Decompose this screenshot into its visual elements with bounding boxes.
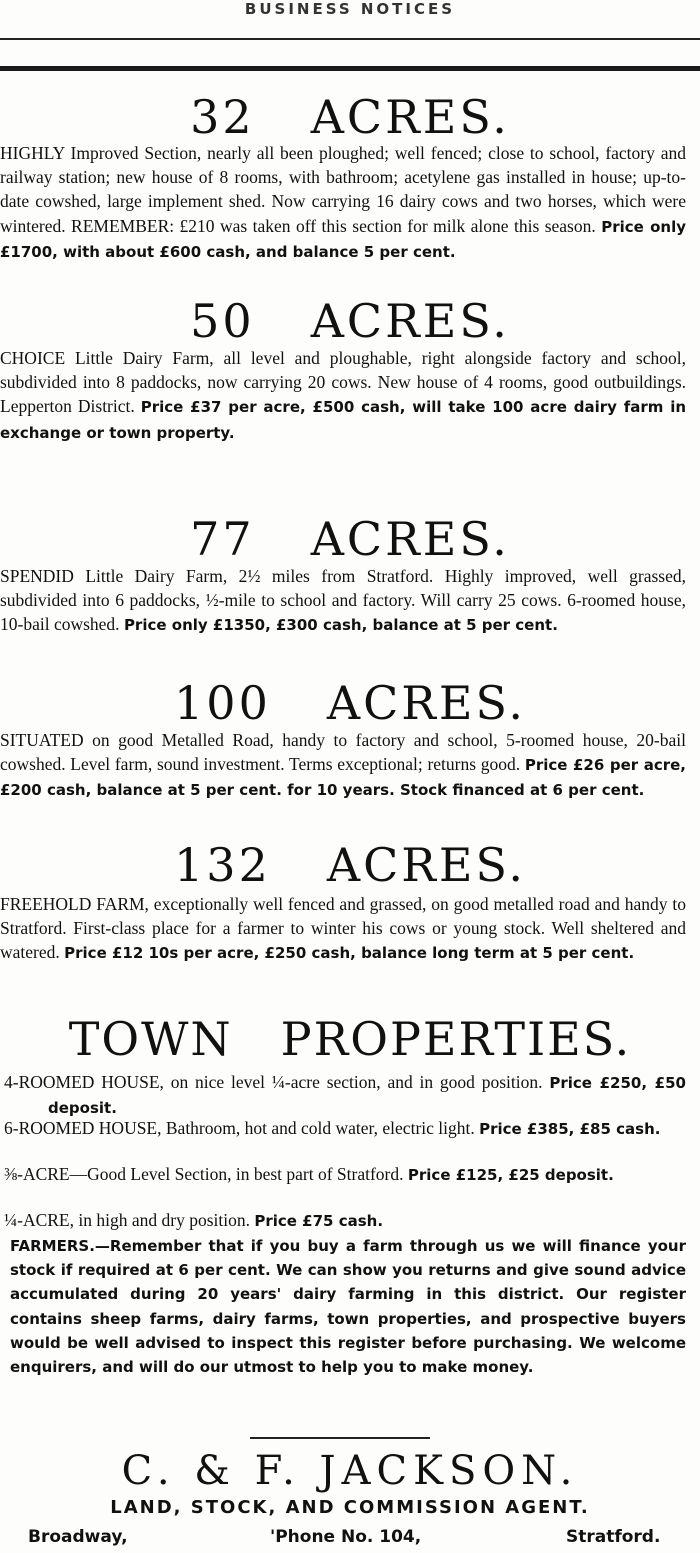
listing-title (0, 294, 700, 348)
town-item-text: 4-ROOMED HOUSE, on nice level ¼-acre section, and in good position. (4, 1072, 543, 1092)
listing-price: Price only £1700, with about £600 cash, and balance 5 per cent. (0, 217, 686, 261)
listing-body: FREEHOLD FARM, exceptionally well fenced and grassed, on good metalled road and handy to Stratford. First-class place for a farmer to winter his cows or young stock. Well sheltered and watered. (0, 894, 686, 963)
town-item-text: 6-ROOMED HOUSE, Bathroom, hot and cold water, electric light. (4, 1118, 475, 1138)
town-item-price: Price £385, £85 cash. (479, 1120, 661, 1138)
town-item (0, 1116, 686, 1141)
section-header: BUSINESS NOTICES (244, 0, 456, 18)
listing-price: Price £12 10s per acre, £250 cash, balance long term at 5 per cent. (64, 944, 635, 963)
acre-count: 77 (190, 512, 255, 566)
acre-word: ACRES. (310, 90, 510, 144)
listing-title (0, 676, 700, 730)
town-item-text: ¼-ACRE, in high and dry position. (4, 1210, 250, 1230)
listing-price: Price £26 per acre, £200 cash, balance at 5 per cent. for 10 years. Stock financed at 6 per cent. (0, 756, 686, 800)
listing-description (0, 346, 686, 445)
listing-description (0, 141, 686, 264)
listing-description (0, 564, 686, 638)
listing-title (0, 512, 700, 566)
acre-word: ACRES. (326, 676, 526, 730)
acre-word: ACRES. (310, 512, 510, 566)
listing-body: CHOICE Little Dairy Farm, all level and ploughable, right alongside factory and school, subdivided into 8 paddocks, now carrying 20 cows. New house of 4 rooms, good outbuildings. Lepperton District. (0, 348, 686, 417)
town-item-price: Price £250, £50 deposit. (48, 1074, 686, 1118)
acre-word: ACRES. (326, 838, 526, 892)
town-item-text: ⅜-ACRE—Good Level Section, in best part of Stratford. (4, 1164, 404, 1184)
listing-body: SPENDID Little Dairy Farm, 2½ miles from Stratford. Highly improved, well grassed, subdivided into 6 paddocks, ½-mile to school and factory. Will carry 25 cows. 6-roomed house, 10-bail cowshed. (0, 566, 686, 635)
acre-count: 50 (190, 294, 255, 348)
listing-description (0, 728, 686, 803)
listing-price: Price £37 per acre, £500 cash, will take 100 acre dairy farm in exchange or town property. (0, 398, 687, 442)
listing-body: HIGHLY Improved Section, nearly all been ploughed; well fenced; close to school, factory and railway station; new house of 8 rooms, with bathroom; acetylene gas installed in house; up-to-date cowshed, large implement shed. Now carrying 16 dairy cows and two horses, which were wintered. REMEMBER: £210 was taken off this section for milk alone this season. (0, 143, 686, 236)
listing-price: Price only £1350, £300 cash, balance at 5 per cent. (123, 616, 558, 635)
acre-count: 100 (174, 676, 271, 730)
footer-address: Broadway, (28, 1527, 128, 1547)
listing-description (0, 892, 686, 966)
firm-subtitle: LAND, STOCK, AND COMMISSION AGENT. (110, 1497, 590, 1518)
town-word: TOWN (68, 1012, 233, 1066)
town-item-price: Price £125, £25 deposit. (407, 1166, 614, 1184)
town-item (0, 1208, 686, 1233)
footer-phone: 'Phone No. 104, (270, 1527, 422, 1547)
acre-word: ACRES. (310, 294, 510, 348)
acre-count: 132 (174, 838, 271, 892)
listing-title (0, 838, 700, 892)
footer-town: Stratford. (566, 1527, 661, 1547)
town-item (0, 1162, 686, 1187)
footer-divider (250, 1437, 430, 1439)
top-rule (0, 38, 700, 40)
acre-count: 32 (190, 90, 255, 144)
town-item-price: Price £75 cash. (254, 1212, 384, 1230)
town-properties-title (0, 1012, 700, 1066)
listing-body: SITUATED on good Metalled Road, handy to factory and school, 5-roomed house, 20-bail cowshed. Level farm, sound investment. Terms exceptional; returns good. (0, 730, 686, 775)
listing-title (0, 90, 700, 144)
properties-word: PROPERTIES. (280, 1012, 632, 1066)
heavy-rule (0, 66, 700, 71)
firm-name: C. & F. JACKSON. (121, 1448, 579, 1494)
town-item (0, 1070, 686, 1120)
farmers-notice: FARMERS.—Remember that if you buy a farm through us we will finance your stock if required at 6 per cent. We can show you returns and give sound advice accumulated during 20 years' dairy farming in this district. Our register contains sheep farms, dairy farms, town properties, and prospective buyers would be well advised to inspect this register before purchasing. We welcome enquirers, and will do our utmost to help you to make money. (10, 1237, 686, 1377)
